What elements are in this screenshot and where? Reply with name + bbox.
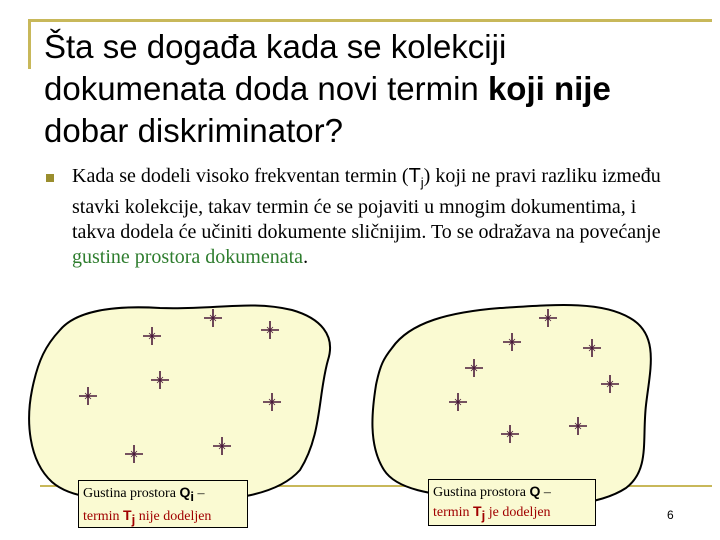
bullet-text-3: .	[303, 246, 309, 268]
caption-left-dash: –	[193, 486, 205, 501]
caption-left-term-symbol: T	[123, 506, 132, 523]
caption-left-term-sub: j	[131, 511, 136, 527]
document-space-left-blob	[29, 305, 330, 500]
caption-left	[78, 480, 248, 528]
caption-left-symbol-sub: i	[190, 488, 194, 504]
caption-left-text: Gustina prostora	[83, 486, 180, 501]
caption-right	[428, 479, 596, 526]
caption-left-term-text: termin	[83, 508, 124, 524]
caption-right-dash: –	[540, 485, 551, 500]
caption-right-line1	[433, 482, 591, 502]
page-number: 6	[667, 508, 674, 522]
caption-left-term-end: nije dodeljen	[135, 508, 212, 524]
caption-left-line1	[83, 483, 243, 506]
bullet-text-2: ) koji ne pravi razliku između stavki kolekcije, takav termin će se pojaviti u mnogim dokumentima, i takva dodela će učiniti dokumente sličnijim. To se odražava na povećanje	[72, 165, 661, 243]
caption-left-line2	[83, 506, 243, 529]
bullet-highlight: gustine prostora dokumenata	[72, 246, 304, 268]
caption-right-term-end: je dodeljen	[485, 505, 551, 520]
bullet-text-1: Kada se dodeli visoko frekventan termin (	[72, 165, 409, 187]
caption-right-term-symbol: T	[473, 503, 482, 519]
title-part1: Šta se događa kada se kolekciji dokumenata doda novi termin	[44, 28, 507, 107]
caption-right-symbol: Q	[529, 483, 541, 499]
caption-right-term-text: termin	[433, 505, 474, 520]
bullet-term: T	[408, 165, 421, 187]
caption-right-term-sub: j	[481, 507, 486, 523]
title-bold: koji nije	[487, 70, 611, 107]
caption-right-text: Gustina prostora	[433, 485, 530, 500]
title-part2: dobar diskriminator?	[44, 112, 343, 149]
caption-right-line2	[433, 502, 591, 525]
bullet-term-sub: j	[420, 175, 424, 190]
caption-left-symbol: Q	[179, 484, 191, 500]
